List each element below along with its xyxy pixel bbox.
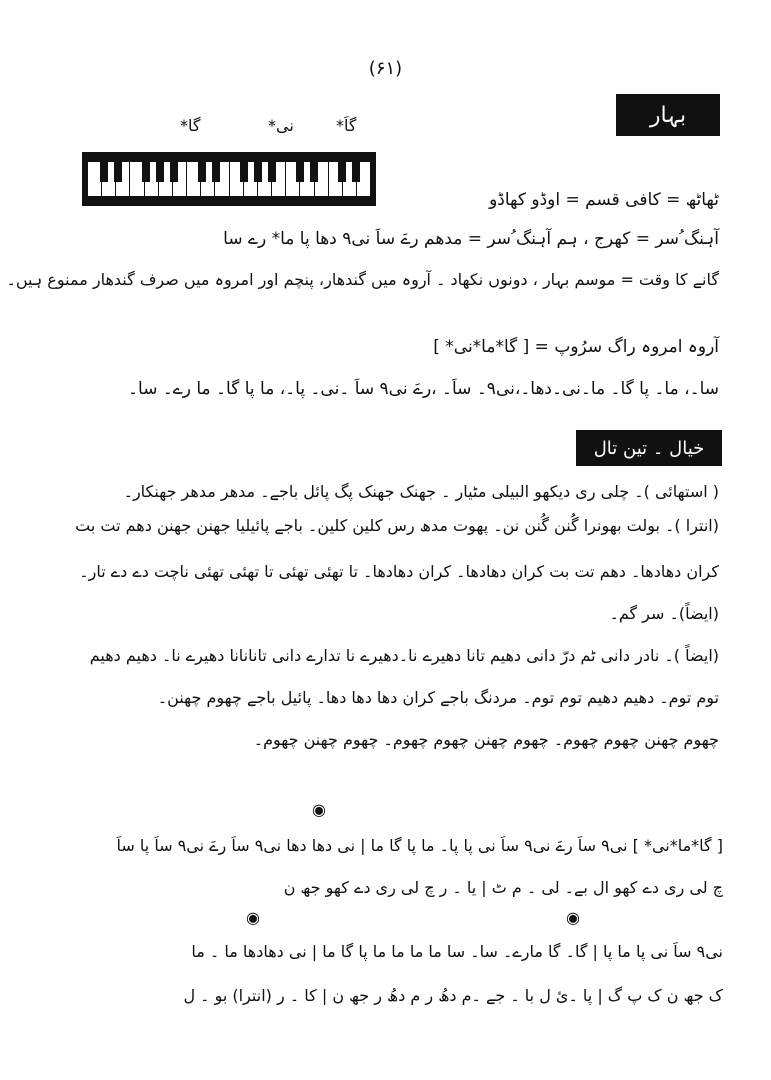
keyboard-note-ga: گا* xyxy=(180,116,201,135)
khayal-title-text: خیال ۔ تین تال xyxy=(593,437,705,459)
notation-swara-row: نی۹ ساَ نی پا ما پا | گا۔ گا مارے۔ سا۔ سا ما ما ما ما پا گا ما | نی دھادھا ما ۔ ما xyxy=(191,942,723,961)
lyric-line: چھوم چھنن چھوم چھوم۔ چھوم چھنن چھوم چھوم۔ چھوم چھنن چھوم۔ xyxy=(253,730,719,749)
notation-syllable-row: ک جھ ن ک پ گ | پا ۔ئ ل با ۔ جے ۔م دھُ ر م دھُ ر جھ ن | کا ۔ ر (انترا) بو ۔ ل xyxy=(183,986,723,1005)
notation-syllable-row: چ لی ری دے کھو ال بے۔ لی ۔ م ٹ | یا ۔ ر چ لی ری دے کھو جھ ن xyxy=(283,878,723,897)
raag-title xyxy=(616,94,720,136)
sam-circle-symbol: ◉ xyxy=(312,800,326,819)
keyboard-note-labels xyxy=(150,116,370,142)
sam-circle-symbol: ◉ xyxy=(566,908,580,927)
keyboard-note-ga-high: گاَ* xyxy=(336,116,357,135)
khayal-title xyxy=(576,430,722,466)
aahang-line: آہنگ ُسر = کھرج ، ہم آہنگ ُسر = مدھم رےَ ساَ نی۹ دھا پا ما* رے سا xyxy=(223,229,719,249)
page-number: (۶۱) xyxy=(368,58,403,79)
lyric-line: توم توم۔ دھیم دھیم توم توم۔ مردنگ باجے کران دھا دھا دھا۔ پائیل باجے چھوم چھنن۔ xyxy=(157,688,719,707)
lyric-line: (انترا )۔ بولت بھونرا گُنن گُنن نن۔ پھوت مدھ رس کلین کلین۔ باجے پائیلیا جھنن جھنن دھم تت بت xyxy=(75,516,719,535)
aaroh-label: آروہ امروہ راگ سرُوپ = [ گا*ما*نی* ] xyxy=(433,337,719,357)
thaat-line: ٹھاٹھ = کافی قسم = اوڈو کھاڈو xyxy=(489,190,719,210)
lyric-line: ( استھائی )۔ چلی ری دیکھو البیلی مٹیار ۔ جھنک جھنک پگ پائل باجے۔ مدھر مدھر جھنکار۔ xyxy=(123,482,719,501)
keyboard-note-ni: نی* xyxy=(268,116,294,135)
notation-swara-row: [ گا*ما*نی* ] نی۹ ساَ رےَ نی۹ ساَ نی پا پا۔ ما پا گا ما | نی دھا دھا نی۹ ساَ رےَ نی۹ ساَ پا ساَ xyxy=(116,836,723,855)
lyric-line: (ایضاً)۔ سر گم۔ xyxy=(609,604,719,623)
keyboard-diagram xyxy=(82,152,376,206)
lyric-line: کران دھادھا۔ دھم تت بت کران دھادھا۔ کران دھادھا۔ تا تھئی تھئی تا تھئی تھئی ناچت دے دے تار۔ xyxy=(79,562,719,581)
aaroh-line: سا۔، ما۔ پا گا۔ ما۔نی۔دھا۔،نی۹۔ ساَ۔ ،رےَ نی۹ ساَ ۔نی۔ پا۔، ما پا گا۔ ما رے۔ سا۔ xyxy=(128,379,719,399)
sam-circle-symbol: ◉ xyxy=(246,908,260,927)
time-line: گانے کا وقت = موسم بہار ، دونوں نکھاد ۔ آروہ میں گندھار، پنچم اور امروہ میں صرف گندھار ممنوع ہیں۔ xyxy=(6,270,719,289)
lyric-line: (ایضاً )۔ نادر دانی ٹم درّ دانی دھیم تانا دھیرے نا۔دھیرے نا تدارے دانی تانانانا دھیرے نا۔ دھیم دھیم xyxy=(89,646,719,665)
raag-title-text: بہار xyxy=(649,102,687,128)
